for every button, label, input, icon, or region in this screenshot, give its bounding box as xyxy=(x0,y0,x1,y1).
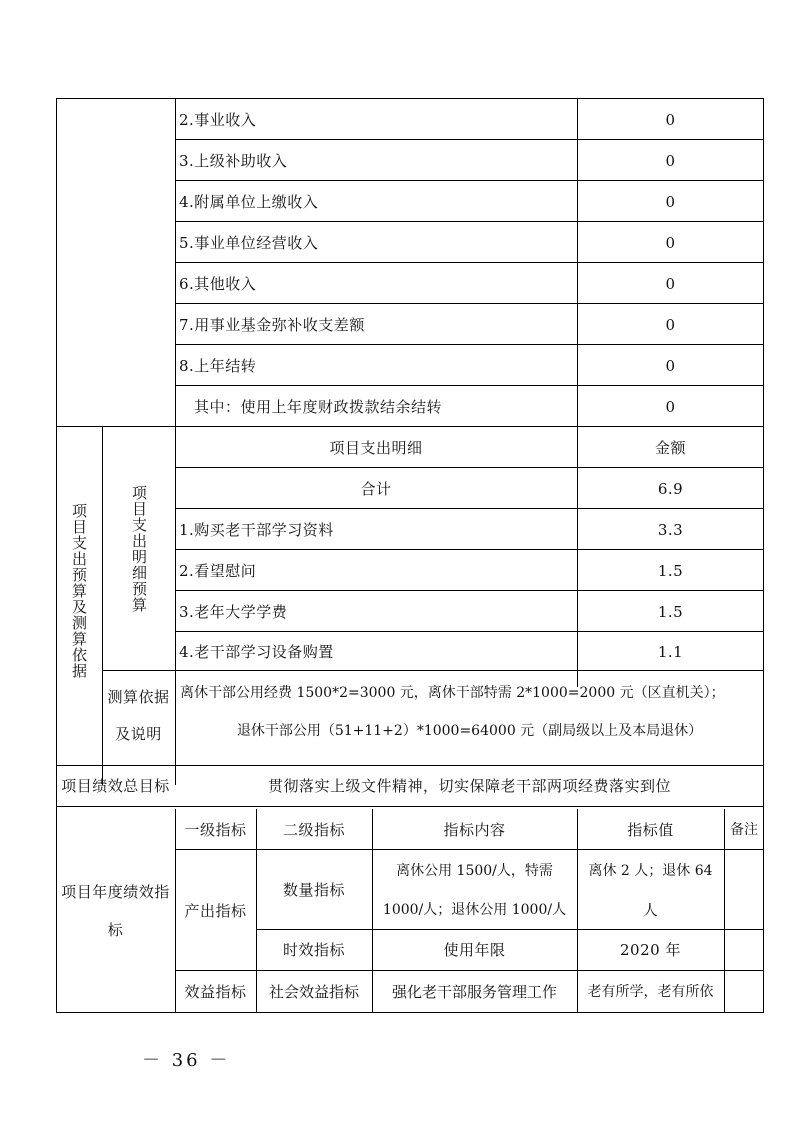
social-value: 老有所学，老有所依 xyxy=(587,984,714,1000)
grid-line xyxy=(175,139,764,140)
grid-line xyxy=(256,929,764,930)
output-indicator-label: 产出指标 xyxy=(184,902,247,920)
grid-line xyxy=(175,849,764,850)
expense-section-label: 项目支出预算及测算依据 xyxy=(70,503,88,679)
basis-label: 及说明 xyxy=(115,725,162,743)
quantity-content: 1000/人；退休公用 1000/人 xyxy=(382,902,567,918)
income-value: 0 xyxy=(665,357,676,375)
expense-item-label: 1.购买老干部学习资料 xyxy=(179,521,334,539)
grid-line xyxy=(175,303,764,304)
timeliness-content: 使用年限 xyxy=(443,941,506,959)
grid-line xyxy=(56,806,764,807)
income-label: 7.用事业基金弥补收支差额 xyxy=(179,316,365,334)
income-label: 5.事业单位经营收入 xyxy=(179,234,319,252)
perf-header: 二级指标 xyxy=(282,821,345,839)
income-value: 0 xyxy=(665,234,676,252)
grid-line xyxy=(175,262,764,263)
expense-item-label: 2.看望慰问 xyxy=(179,562,257,580)
income-label: 4.附属单位上缴收入 xyxy=(179,193,319,211)
expense-header-amount: 金额 xyxy=(654,439,686,457)
basis-text: 退休干部公用（51+11+2）*1000=64000 元（副局级以上及本局退休） xyxy=(236,723,703,739)
perf-header: 指标值 xyxy=(627,821,674,839)
perf-header: 备注 xyxy=(730,822,758,838)
goal-label: 项目绩效总目标 xyxy=(61,777,170,795)
expense-detail-label: 项目支出明细预算 xyxy=(130,485,148,613)
quantity-value: 人 xyxy=(642,901,659,919)
grid-line xyxy=(102,670,764,671)
expense-item-value: 3.3 xyxy=(657,521,684,539)
income-value: 0 xyxy=(665,316,676,334)
basis-text: 离休干部公用经费 1500*2=3000 元，离休干部特需 2*1000=2000 元（区直机关）； xyxy=(180,685,725,701)
grid-line xyxy=(175,467,764,468)
income-label: 6.其他收入 xyxy=(179,275,257,293)
timeliness-indicator-label: 时效指标 xyxy=(282,941,345,959)
goal-text: 贯彻落实上级文件精神，切实保障老干部两项经费落实到位 xyxy=(267,777,671,795)
social-indicator-label: 社会效益指标 xyxy=(268,983,359,1001)
income-label: 其中：使用上年度财政拨款结余结转 xyxy=(194,398,443,416)
quantity-value: 离休 2 人；退休 64 xyxy=(588,863,713,879)
expense-total-value: 6.9 xyxy=(657,480,684,498)
expense-item-value: 1.1 xyxy=(657,643,684,661)
income-value: 0 xyxy=(665,398,676,416)
grid-line xyxy=(175,631,764,632)
perf-header: 一级指标 xyxy=(184,821,247,839)
grid-line xyxy=(175,180,764,181)
grid-line xyxy=(175,590,764,591)
grid-line xyxy=(175,344,764,345)
timeliness-value: 2020 年 xyxy=(620,941,681,959)
grid-line xyxy=(56,426,764,427)
expense-total-label: 合计 xyxy=(360,480,392,498)
expense-header-item: 项目支出明细 xyxy=(329,439,423,457)
income-value: 0 xyxy=(665,111,676,129)
grid-line xyxy=(56,765,764,766)
perf-label: 标 xyxy=(107,921,124,939)
quantity-indicator-label: 数量指标 xyxy=(282,881,345,899)
grid-line xyxy=(175,508,764,509)
social-content: 强化老干部服务管理工作 xyxy=(391,983,557,1001)
grid-line xyxy=(175,549,764,550)
page-number: － 36 － xyxy=(142,1050,231,1071)
expense-item-label: 3.老年大学学费 xyxy=(179,603,288,621)
income-value: 0 xyxy=(665,193,676,211)
income-label: 2.事业收入 xyxy=(179,111,257,129)
benefit-indicator-label: 效益指标 xyxy=(184,983,247,1001)
expense-item-label: 4.老干部学习设备购置 xyxy=(179,643,334,661)
income-value: 0 xyxy=(665,275,676,293)
expense-item-value: 1.5 xyxy=(657,562,684,580)
grid-line xyxy=(175,970,764,971)
grid-line xyxy=(175,221,764,222)
perf-label: 项目年度绩效指 xyxy=(61,883,170,901)
perf-header: 指标内容 xyxy=(443,821,506,839)
grid-line xyxy=(577,98,578,687)
income-label: 8.上年结转 xyxy=(179,357,257,375)
expense-item-value: 1.5 xyxy=(657,603,684,621)
income-value: 0 xyxy=(665,152,676,170)
quantity-content: 离休公用 1500/人，特需 xyxy=(396,863,553,879)
income-label: 3.上级补助收入 xyxy=(179,152,288,170)
basis-label: 测算依据 xyxy=(107,688,170,706)
grid-line xyxy=(175,385,764,386)
